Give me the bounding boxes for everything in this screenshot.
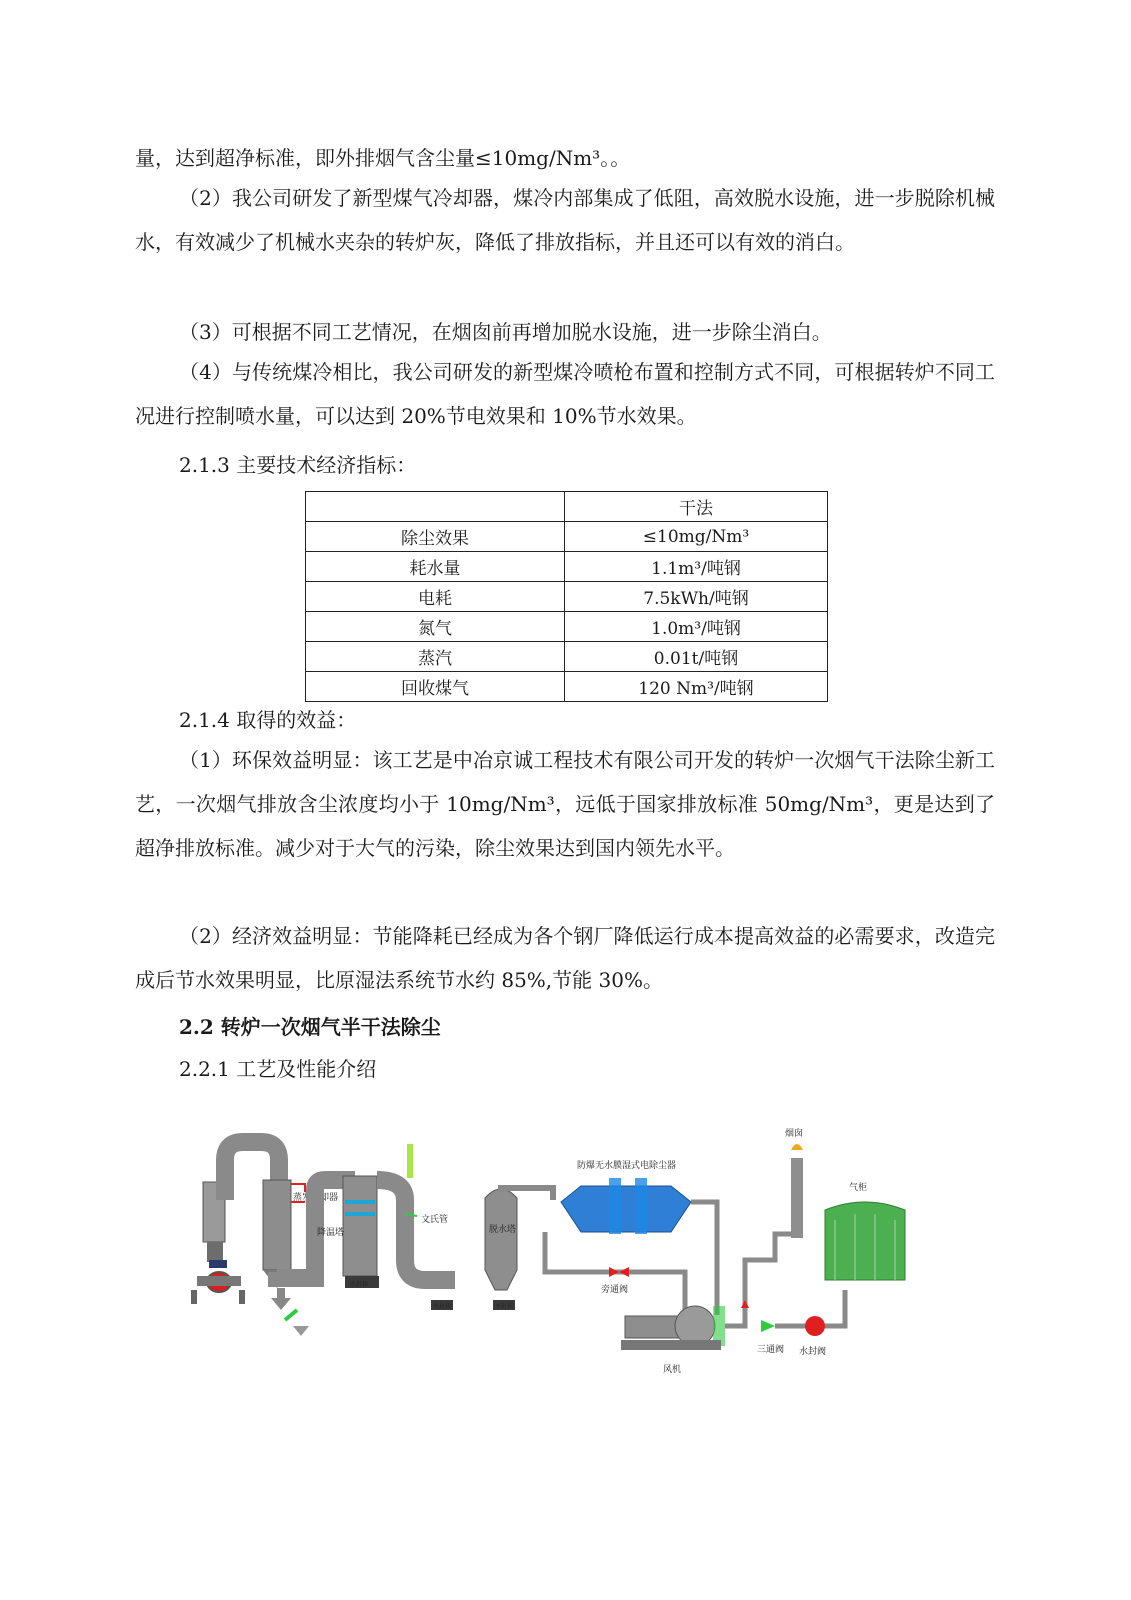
converter-icon [191, 1182, 245, 1304]
label-gas-holder: 气柜 [849, 1183, 868, 1193]
duct-to-chimney [725, 1170, 795, 1326]
dewater-tower-icon [431, 1189, 517, 1310]
table-row [306, 552, 828, 582]
table-row [306, 522, 828, 552]
section-heading-2-1-3: 2.1.3 主要技术经济指标： [179, 453, 417, 477]
label-water-seal-valve: 水封阀 [799, 1347, 827, 1357]
label-evap-cooler: 蒸发冷却器 [293, 1193, 339, 1203]
table-cell: 回收煤气 [306, 672, 565, 702]
tech-economic-table [305, 491, 828, 702]
table-header-cell [306, 492, 565, 522]
bypass-valve-icon [609, 1267, 629, 1277]
paragraph-item-3: （3）可根据不同工艺情况，在烟囱前再增加脱水设施，进一步除尘消白。 [179, 320, 832, 344]
paragraph-item-4: （4）与传统煤冷相比，我公司研发的新型煤冷喷枪布置和控制方式不同，可根据转炉不同工况进行控制喷水量，可以达到 20%节电效果和 10%节水效果。 [135, 360, 995, 428]
table-cell: 除尘效果 [306, 522, 565, 552]
gas-holder-icon [825, 1202, 905, 1280]
label-chimney: 烟囱 [785, 1129, 804, 1139]
section-heading-2-2-1: 2.2.1 工艺及性能介绍 [179, 1057, 377, 1081]
table-cell: ≤10mg/Nm³ [565, 522, 828, 552]
table-cell: 120 Nm³/吨钢 [565, 672, 828, 702]
paragraph-benefit-2: （2）经济效益明显：节能降耗已经成为各个钢厂降低运行成本提高效益的必需要求，改造完成后节水效果明显，比原湿法系统节水约 85%,节能 30%。 [135, 924, 995, 992]
fan-icon [621, 1306, 725, 1350]
section-heading-2-1-4: 2.1.4 取得的效益： [179, 708, 357, 732]
table-header-cell: 干法 [565, 492, 828, 522]
label-dewater-tower: 脱水塔 [489, 1225, 517, 1235]
esp-outlet-duct [691, 1202, 717, 1315]
paragraph-benefit-1: （1）环保效益明显：该工艺是中冶京诚工程技术有限公司开发的转炉一次烟气干法除尘新工艺，一次烟气排放含尘浓度均小于 10mg/Nm³，远低于国家排放标准 50mg/Nm³，更是达到了超净排放标准。减少对于大气的污染，除尘效果达到国内领先水平。 [135, 748, 995, 860]
esp-icon [561, 1178, 691, 1234]
table-row [306, 642, 828, 672]
water-seal-valve-icon [805, 1316, 825, 1336]
dust-discharge-icon [271, 1288, 309, 1336]
table-header-row [306, 492, 828, 522]
table-row [306, 672, 828, 702]
table-cell: 电耗 [306, 582, 565, 612]
paragraph-continuation: 量，达到超净标准，即外排烟气含尘量≤10mg/Nm³。。 [135, 146, 631, 170]
table-cell: 蒸汽 [306, 642, 565, 672]
label-cooling-tower: 降温塔 [317, 1228, 345, 1238]
label-venturi: 文氏管 [421, 1215, 449, 1225]
table-cell: 7.5kWh/吨钢 [565, 582, 828, 612]
cooling-tower-icon [343, 1176, 379, 1288]
process-flow-diagram [185, 1129, 925, 1380]
label-water-tank-3: 水封箱 [495, 1303, 514, 1310]
duct-venturi [377, 1180, 455, 1280]
label-esp: 防爆无水膜湿式电除尘器 [577, 1161, 677, 1171]
table-row [306, 612, 828, 642]
table-cell: 氮气 [306, 612, 565, 642]
label-bypass-valve: 旁通阀 [601, 1285, 629, 1295]
table-cell: 耗水量 [306, 552, 565, 582]
label-fan: 风机 [663, 1365, 682, 1375]
label-water-tank-2: 水封箱 [433, 1303, 452, 1310]
table-row [306, 582, 828, 612]
paragraph-item-2: （2）我公司研发了新型煤气冷却器，煤冷内部集成了低阻，高效脱水设施，进一步脱除机械水，有效减少了机械水夹杂的转炉灰，降低了排放指标，并且还可以有效的消白。 [135, 186, 995, 254]
label-three-way-valve: 三通阀 [757, 1345, 785, 1355]
section-heading-2-2: 2.2 转炉一次烟气半干法除尘 [179, 1015, 441, 1039]
chimney-icon [791, 1144, 803, 1238]
table-cell: 0.01t/吨钢 [565, 642, 828, 672]
table-cell: 1.0m³/吨钢 [565, 612, 828, 642]
table-cell: 1.1m³/吨钢 [565, 552, 828, 582]
label-water-tank-1: 水封箱 [350, 1281, 369, 1288]
